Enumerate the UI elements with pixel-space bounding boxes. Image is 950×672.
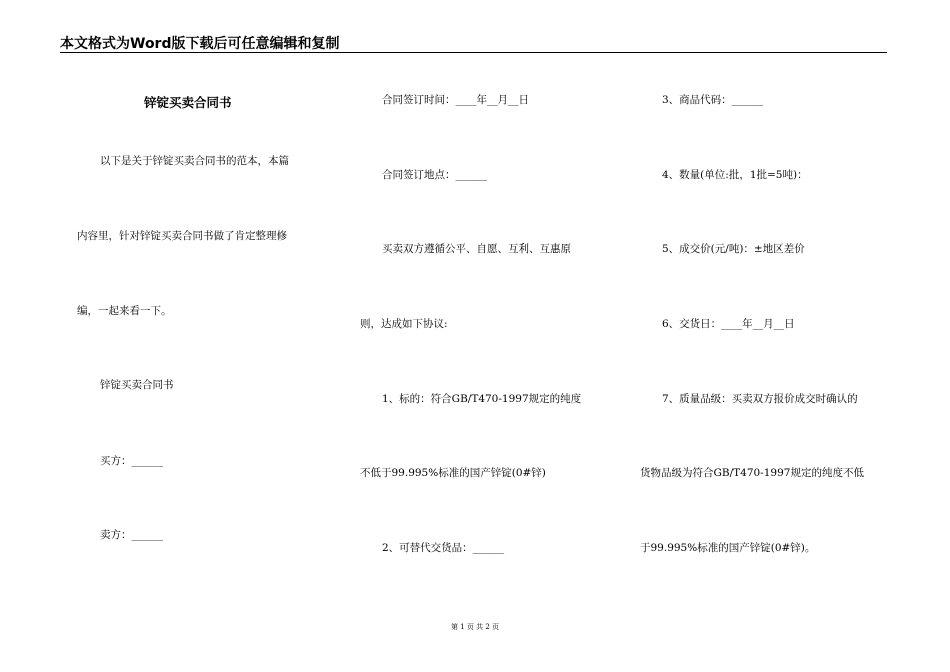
paragraph-line: 编，一起来看一下。 (77, 305, 172, 317)
price-field: 5、成交价(元/吨)：±地区差价 (662, 243, 805, 255)
header-divider (60, 52, 887, 53)
header-title: 本文格式为Word版下载后可任意编辑和复制 (60, 36, 340, 52)
paragraph-line: 不低于99.995%标准的国产锌锭(0#锌) (360, 467, 546, 479)
paragraph-line: 1、标的：符合GB/T470-1997规定的纯度 (382, 393, 582, 405)
contract-date-field: 合同签订时间：____年__月__日 (382, 94, 529, 106)
product-code-field: 3、商品代码：______ (662, 94, 764, 106)
quantity-field: 4、数量(单位:批，1批=5吨)： (662, 169, 808, 181)
paragraph-line: 买卖双方遵循公平、自愿、互利、互惠原 (382, 243, 571, 255)
buyer-field: 买方：______ (100, 455, 163, 467)
paragraph-line: 则，达成如下协议: (360, 318, 448, 330)
delivery-date-field: 6、交货日：____年__月__日 (662, 318, 795, 330)
document-title: 锌锭买卖合同书 (144, 95, 232, 110)
seller-field: 卖方：______ (100, 529, 163, 541)
page-number: 第 1 页 共 2 页 (450, 623, 500, 631)
paragraph-line: 锌锭买卖合同书 (100, 379, 174, 391)
paragraph-line: 于99.995%标准的国产锌锭(0#锌)。 (640, 542, 816, 554)
paragraph-line: 货物品级为符合GB/T470-1997规定的纯度不低 (640, 467, 864, 479)
paragraph-line: 内容里，针对锌锭买卖合同书做了肯定整理修 (77, 230, 287, 242)
paragraph-line: 以下是关于锌锭买卖合同书的范本，本篇 (100, 155, 289, 167)
substitute-goods-field: 2、可替代交货品：______ (382, 542, 505, 554)
contract-place-field: 合同签订地点：______ (382, 169, 487, 181)
paragraph-line: 7、质量品级：买卖双方报价成交时确认的 (662, 393, 858, 405)
